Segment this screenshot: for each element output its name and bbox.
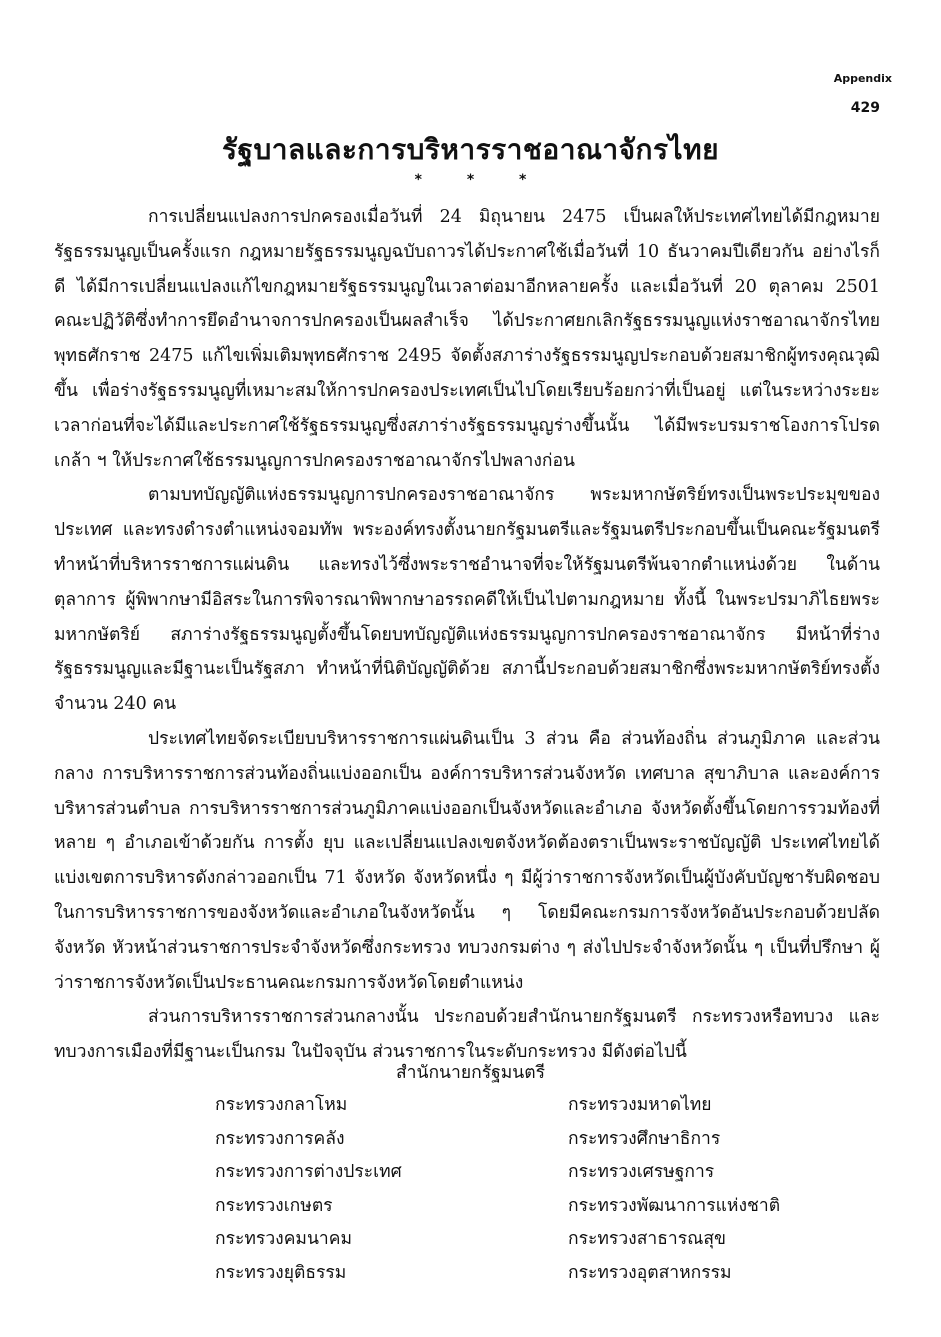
ministry-row [0,1258,941,1292]
ministry-item: กระทรวงการต่างประเทศ [215,1162,402,1182]
ministry-item: กระทรวงอุตสาหกรรม [568,1262,732,1283]
paragraph: ตามบทบัญญัติแห่งธรรมนูญการปกครองราชอาณาจักร พระมหากษัตริย์ทรงเป็นพระประมุขของประเทศ และทรงดำรงตำแหน่งจอมทัพ พระองค์ทรงตั้งนายกรัฐมนตรีและรัฐมนตรีประกอบขึ้นเป็นคณะรัฐมนตรี ทำหน้าที่บริหารราชการแผ่นดิน และทรงไว้ซึ่งพระราชอำนาจที่จะให้รัฐมนตรีพ้นจากตำแหน่งด้วย ในด้านตุลาการ ผู้พิพากษามีอิสระในการพิจารณาพิพากษาอรรถคดีให้เป็นไปตามกฎหมาย ทั้งนี้ ในพระปรมาภิไธยพระมหากษัตริย์ สภาร่างรัฐธรรมนูญตั้งขึ้นโดยบทบัญญัติแห่งธรรมนูญการปกครองราชอาณาจักร มีหน้าที่ร่างรัฐธรรมนูญและมีฐานะเป็นรัฐสภา ทำหน้าที่นิติบัญญัติด้วย สภานี้ประกอบด้วยสมาชิกซึ่งพระมหากษัตริย์ทรงตั้งจำนวน 240 คน [54,485,880,715]
ministry-item: กระทรวงยุติธรรม [215,1262,347,1283]
ministry-item: กระทรวงสาธารณสุข [568,1229,726,1249]
ministry-row [0,1124,941,1158]
paragraph: การเปลี่ยนแปลงการปกครองเมื่อวันที่ 24 มิถุนายน 2475 เป็นผลให้ประเทศไทยได้มีกฎหมายรัฐธรรมนูญเป็นครั้งแรก กฎหมายรัฐธรรมนูญฉบับถาวรได้ประกาศใช้เมื่อวันที่ 10 ธันวาคมปีเดียวกัน อย่างไรก็ดี ได้มีการเปลี่ยนแปลงแก้ไขกฎหมายรัฐธรรมนูญในเวลาต่อมาอีกหลายครั้ง และเมื่อวันที่ 20 ตุลาคม 2501 คณะปฏิวัติซึ่งทำการยึดอำนาจการปกครองเป็นผลสำเร็จ ได้ประกาศยกเลิกรัฐธรรมนูญแห่งราชอาณาจักรไทย พุทธศักราช 2475 แก้ไขเพิ่มเติมพุทธศักราช 2495 จัดตั้งสภาร่างรัฐธรรมนูญประกอบด้วยสมาชิกผู้ทรงคุณวุฒิขึ้น เพื่อร่างรัฐธรรมนูญที่เหมาะสมให้การปกครองประเทศเป็นไปโดยเรียบร้อยกว่าที่เป็นอยู่ แต่ในระหว่างระยะเวลาก่อนที่จะได้มีและประกาศใช้รัฐธรรมนูญซึ่งสภาร่างรัฐธรรมนูญร่างขึ้นนั้น ได้มีพระบรมราชโองการโปรดเกล้า ฯ ให้ประกาศใช้ธรรมนูญการปกครองราชอาณาจักรไปพลางก่อน [54,207,880,471]
ministry-item: กระทรวงเกษตร [215,1195,333,1216]
page-number: 429 [850,100,880,116]
ministry-item: กระทรวงพัฒนาการแห่งชาติ [568,1195,781,1216]
body-text [54,200,880,1070]
ministry-row [0,1224,941,1258]
paragraph: ส่วนการบริหารราชการส่วนกลางนั้น ประกอบด้วยสำนักนายกรัฐมนตรี กระทรวงหรือทบวง และทบวงการเมืองที่มีฐานะเป็นกรม ในปัจจุบัน ส่วนราชการในระดับกระทรวง มีดังต่อไปนี้ [54,1007,880,1063]
page-title: รัฐบาลและการบริหารราชอาณาจักรไทย [222,133,719,166]
ministry-row [0,1090,941,1124]
ministry-item: กระทรวงศึกษาธิการ [568,1128,721,1149]
ministry-list [0,1090,941,1291]
section-separator: * * * [414,172,527,188]
ministry-item: กระทรวงเศรษฐการ [568,1162,715,1182]
ministry-row [0,1191,941,1225]
ministry-row [0,1157,941,1191]
ministry-item: กระทรวงกลาโหม [215,1095,348,1115]
office-heading: สำนักนายกรัฐมนตรี [395,1063,546,1083]
ministry-item: กระทรวงการคลัง [215,1128,345,1149]
ministry-item: กระทรวงมหาดไทย [568,1095,712,1115]
appendix-label: Appendix [833,72,892,85]
ministry-item: กระทรวงคมนาคม [215,1229,352,1249]
paragraph: ประเทศไทยจัดระเบียบบริหารราชการแผ่นดินเป็น 3 ส่วน คือ ส่วนท้องถิ่น ส่วนภูมิภาค และส่วนกลาง การบริหารราชการส่วนท้องถิ่นแบ่งออกเป็น องค์การบริหารส่วนจังหวัด เทศบาล สุขาภิบาล และองค์การบริหารส่วนตำบล การบริหารราชการส่วนภูมิภาคแบ่งออกเป็นจังหวัดและอำเภอ จังหวัดตั้งขึ้นโดยการรวมท้องที่หลาย ๆ อำเภอเข้าด้วยกัน การตั้ง ยุบ และเปลี่ยนแปลงเขตจังหวัดต้องตราเป็นพระราชบัญญัติ ประเทศไทยได้แบ่งเขตการบริหารดังกล่าวออกเป็น 71 จังหวัด จังหวัดหนึ่ง ๆ มีผู้ว่าราชการจังหวัดเป็นผู้บังคับบัญชารับผิดชอบในการบริหารราชการของจังหวัดและอำเภอในจังหวัดนั้น ๆ โดยมีคณะกรมการจังหวัดอันประกอบด้วยปลัดจังหวัด หัวหน้าส่วนราชการประจำจังหวัดซึ่งกระทรวง ทบวงกรมต่าง ๆ ส่งไปประจำจังหวัดนั้น ๆ เป็นที่ปรึกษา ผู้ว่าราชการจังหวัดเป็นประธานคณะกรมการจังหวัดโดยตำแหน่ง [54,728,880,993]
